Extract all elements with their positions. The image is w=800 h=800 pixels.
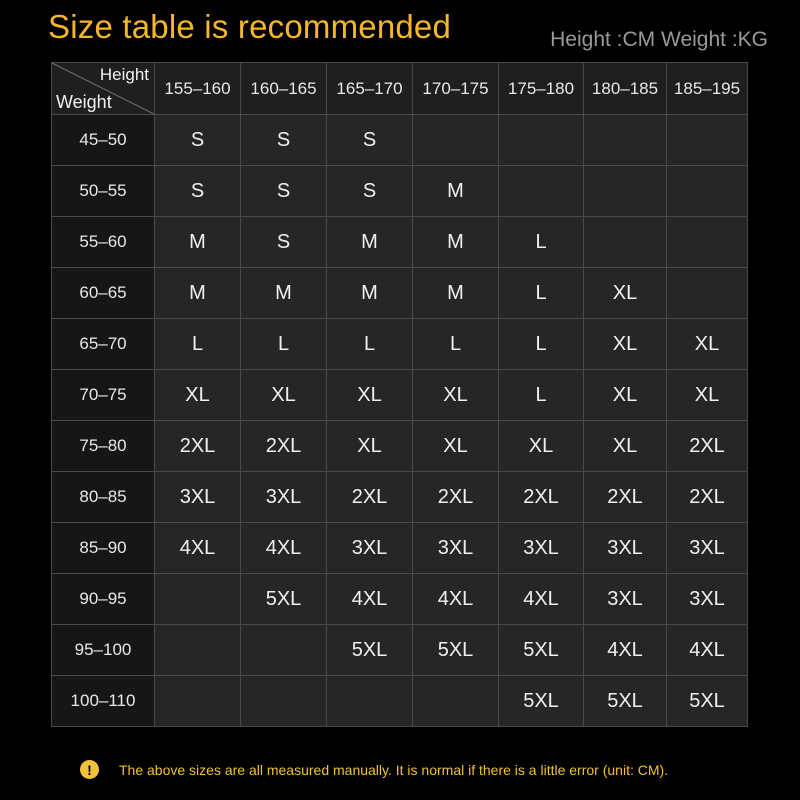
weight-header: 80–85: [52, 472, 155, 523]
warning-icon: !: [80, 760, 99, 779]
weight-header: 85–90: [52, 523, 155, 574]
size-cell: M: [155, 217, 241, 268]
table-row: [52, 421, 748, 472]
size-cell: 5XL: [327, 625, 413, 676]
size-cell: 4XL: [327, 574, 413, 625]
weight-header: 75–80: [52, 421, 155, 472]
weight-header: 45–50: [52, 115, 155, 166]
size-cell: 2XL: [413, 472, 499, 523]
size-cell: 2XL: [499, 472, 584, 523]
weight-header: 90–95: [52, 574, 155, 625]
size-cell: 4XL: [499, 574, 584, 625]
size-cell: [241, 625, 327, 676]
size-cell: 2XL: [155, 421, 241, 472]
size-cell: S: [241, 115, 327, 166]
size-cell: M: [241, 268, 327, 319]
size-cell: XL: [499, 421, 584, 472]
size-cell: 4XL: [584, 625, 667, 676]
weight-header: 95–100: [52, 625, 155, 676]
size-cell: 3XL: [499, 523, 584, 574]
table-row: [52, 217, 748, 268]
page-title: Size table is recommended: [48, 8, 452, 45]
size-cell: L: [155, 319, 241, 370]
size-cell: 3XL: [584, 523, 667, 574]
weight-header: 55–60: [52, 217, 155, 268]
size-cell: XL: [327, 421, 413, 472]
corner-height-label: Height: [99, 65, 149, 84]
size-cell: [155, 625, 241, 676]
height-header: 155–160: [155, 63, 241, 115]
weight-header: 70–75: [52, 370, 155, 421]
weight-header: 60–65: [52, 268, 155, 319]
disclaimer-note: [80, 760, 668, 779]
units-label: Height :CM Weight :KG: [550, 28, 768, 51]
size-cell: 4XL: [667, 625, 748, 676]
size-cell: S: [241, 217, 327, 268]
size-cell: [499, 115, 584, 166]
size-cell: 5XL: [241, 574, 327, 625]
size-cell: M: [327, 217, 413, 268]
size-cell: [584, 115, 667, 166]
size-cell: 3XL: [155, 472, 241, 523]
table-row: [52, 676, 748, 727]
size-cell: 3XL: [241, 472, 327, 523]
size-cell: 4XL: [413, 574, 499, 625]
size-cell: L: [241, 319, 327, 370]
size-cell: XL: [584, 370, 667, 421]
size-cell: [667, 115, 748, 166]
height-header: 165–170: [327, 63, 413, 115]
size-cell: S: [155, 115, 241, 166]
size-cell: [667, 268, 748, 319]
size-cell: 5XL: [499, 625, 584, 676]
table-row: [52, 268, 748, 319]
table-row: [52, 319, 748, 370]
size-cell: 5XL: [499, 676, 584, 727]
size-cell: XL: [155, 370, 241, 421]
size-cell: L: [499, 268, 584, 319]
size-cell: 4XL: [155, 523, 241, 574]
size-cell: L: [499, 319, 584, 370]
size-cell: L: [327, 319, 413, 370]
size-cell: 2XL: [584, 472, 667, 523]
size-cell: XL: [241, 370, 327, 421]
size-cell: XL: [584, 421, 667, 472]
table-row: [52, 370, 748, 421]
weight-header: 65–70: [52, 319, 155, 370]
size-table: [51, 62, 748, 727]
disclaimer-text: The above sizes are all measured manually. It is normal if there is a little error (unit: CM).: [119, 761, 669, 778]
height-header: 180–185: [584, 63, 667, 115]
height-header: 170–175: [413, 63, 499, 115]
size-cell: XL: [327, 370, 413, 421]
size-cell: S: [241, 166, 327, 217]
size-cell: S: [327, 115, 413, 166]
size-cell: XL: [584, 268, 667, 319]
weight-header: 50–55: [52, 166, 155, 217]
size-cell: [155, 676, 241, 727]
size-cell: 5XL: [667, 676, 748, 727]
size-cell: 3XL: [667, 523, 748, 574]
size-cell: XL: [584, 319, 667, 370]
size-cell: [155, 574, 241, 625]
size-cell: XL: [413, 421, 499, 472]
size-cell: 5XL: [584, 676, 667, 727]
size-cell: [413, 115, 499, 166]
size-cell: [667, 217, 748, 268]
size-cell: M: [413, 217, 499, 268]
size-cell: 3XL: [667, 574, 748, 625]
size-cell: L: [499, 217, 584, 268]
height-header: 185–195: [667, 63, 748, 115]
table-row: [52, 574, 748, 625]
size-cell: XL: [667, 370, 748, 421]
size-cell: 3XL: [413, 523, 499, 574]
height-header: 160–165: [241, 63, 327, 115]
table-row: [52, 115, 748, 166]
size-cell: S: [327, 166, 413, 217]
corner-weight-label: Weight: [56, 92, 112, 112]
size-cell: M: [413, 166, 499, 217]
size-cell: 2XL: [667, 472, 748, 523]
size-cell: [327, 676, 413, 727]
size-cell: S: [155, 166, 241, 217]
size-cell: XL: [413, 370, 499, 421]
size-cell: [499, 166, 584, 217]
size-cell: 2XL: [241, 421, 327, 472]
size-cell: [667, 166, 748, 217]
table-row: [52, 625, 748, 676]
table-row: [52, 523, 748, 574]
size-cell: [413, 676, 499, 727]
size-cell: 2XL: [327, 472, 413, 523]
header-row: [52, 63, 748, 115]
size-cell: M: [155, 268, 241, 319]
weight-header: 100–110: [52, 676, 155, 727]
size-cell: XL: [667, 319, 748, 370]
size-cell: M: [327, 268, 413, 319]
size-cell: 4XL: [241, 523, 327, 574]
table-row: [52, 472, 748, 523]
size-cell: 2XL: [667, 421, 748, 472]
size-cell: M: [413, 268, 499, 319]
size-cell: L: [499, 370, 584, 421]
size-cell: [584, 166, 667, 217]
corner-cell: [52, 63, 155, 115]
size-cell: [584, 217, 667, 268]
size-cell: 3XL: [584, 574, 667, 625]
size-cell: 3XL: [327, 523, 413, 574]
size-cell: 5XL: [413, 625, 499, 676]
table-row: [52, 166, 748, 217]
height-header: 175–180: [499, 63, 584, 115]
size-cell: L: [413, 319, 499, 370]
size-cell: [241, 676, 327, 727]
